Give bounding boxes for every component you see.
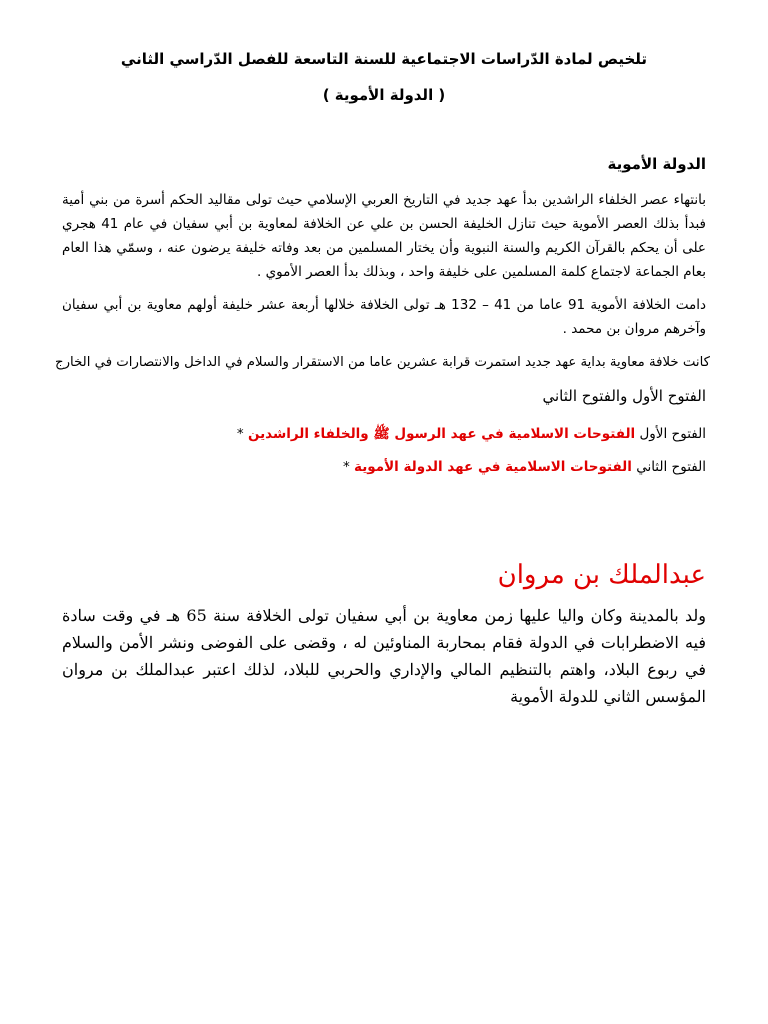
- paragraph-abdulmalik: ولد بالمدينة وكان واليا عليها زمن معاوية بن أبي سفيان تولى الخلافة سنة 65 هـ في وقت سادة فيه الاضطرابات في الدولة فقام بمحاربة المناوئين له ، وقضى على الفوضى ونشر الأمن والسلام في ربوع البلاد، واهتم بالتنظيم المالي والإداري والحربي للبلاد، لذلك اعتبر عبدالملك بن مروان المؤسس الثاني للدولة الأموية: [62, 606, 707, 706]
- first-conquest-value: الفتوحات الاسلامية في عهد الرسول ﷺ والخلفاء الراشدين: [247, 426, 636, 442]
- section-heading-umayyad: الدولة الأموية: [607, 155, 706, 173]
- paragraph-muawiya-caliphate: كانت خلافة معاوية بداية عهد جديد استمرت قرابة عشرين عاما من الاستقرار والسلام في الداخل والانتصارات في الخارج: [55, 355, 710, 370]
- paragraph-umayyad-intro: بانتهاء عصر الخلفاء الراشدين بدأ عهد جديد في التاريخ العربي الإسلامي حيث تولى مقاليد الحكم أسرة من بني أمية فبدأ بذلك العصر الأموية حيث تنازل الخليفة الحسن بن علي عن الخلافة لمعاوية بن أبي سفيان في عام 41 هجري على أن يحكم بالقرآن الكريم والسنة النبوية وأن يختار المسلمين من بعد وفاته خليفة يرضون عنه ، وسمّي هذا العام بعام الجماعة لاجتماع كلمة المسلمين على خليفة واحد ، وبذلك بدأ العصر الأموي .: [62, 192, 707, 280]
- document-subtitle: ( الدولة الأموية ): [322, 86, 446, 104]
- first-conquest-marker: *: [236, 426, 244, 442]
- document-title: تلخيص لمادة الدّراسات الاجتماعية للسنة التاسعة للفصل الدّراسي الثاني: [120, 50, 648, 68]
- second-conquest-marker: *: [342, 459, 350, 475]
- first-conquest-line: [62, 422, 706, 446]
- first-conquest-label: الفتوح الأول: [639, 426, 706, 442]
- section-heading-abdulmalik: عبدالملك بن مروان: [497, 560, 706, 590]
- paragraph-umayyad-duration: دامت الخلافة الأموية 91 عاما من 41 – 132 هـ تولى الخلافة خلالها أربعة عشر خليفة أولهم معاوية بن أبي سفيان وآخرهم مروان بن محمد .: [62, 297, 706, 337]
- second-conquest-value: الفتوحات الاسلامية في عهد الدولة الأموية: [354, 459, 632, 475]
- conquests-heading: الفتوح الأول والفتوح الثاني: [542, 387, 706, 405]
- second-conquest-line: [62, 455, 706, 479]
- second-conquest-label: الفتوح الثاني: [636, 459, 706, 475]
